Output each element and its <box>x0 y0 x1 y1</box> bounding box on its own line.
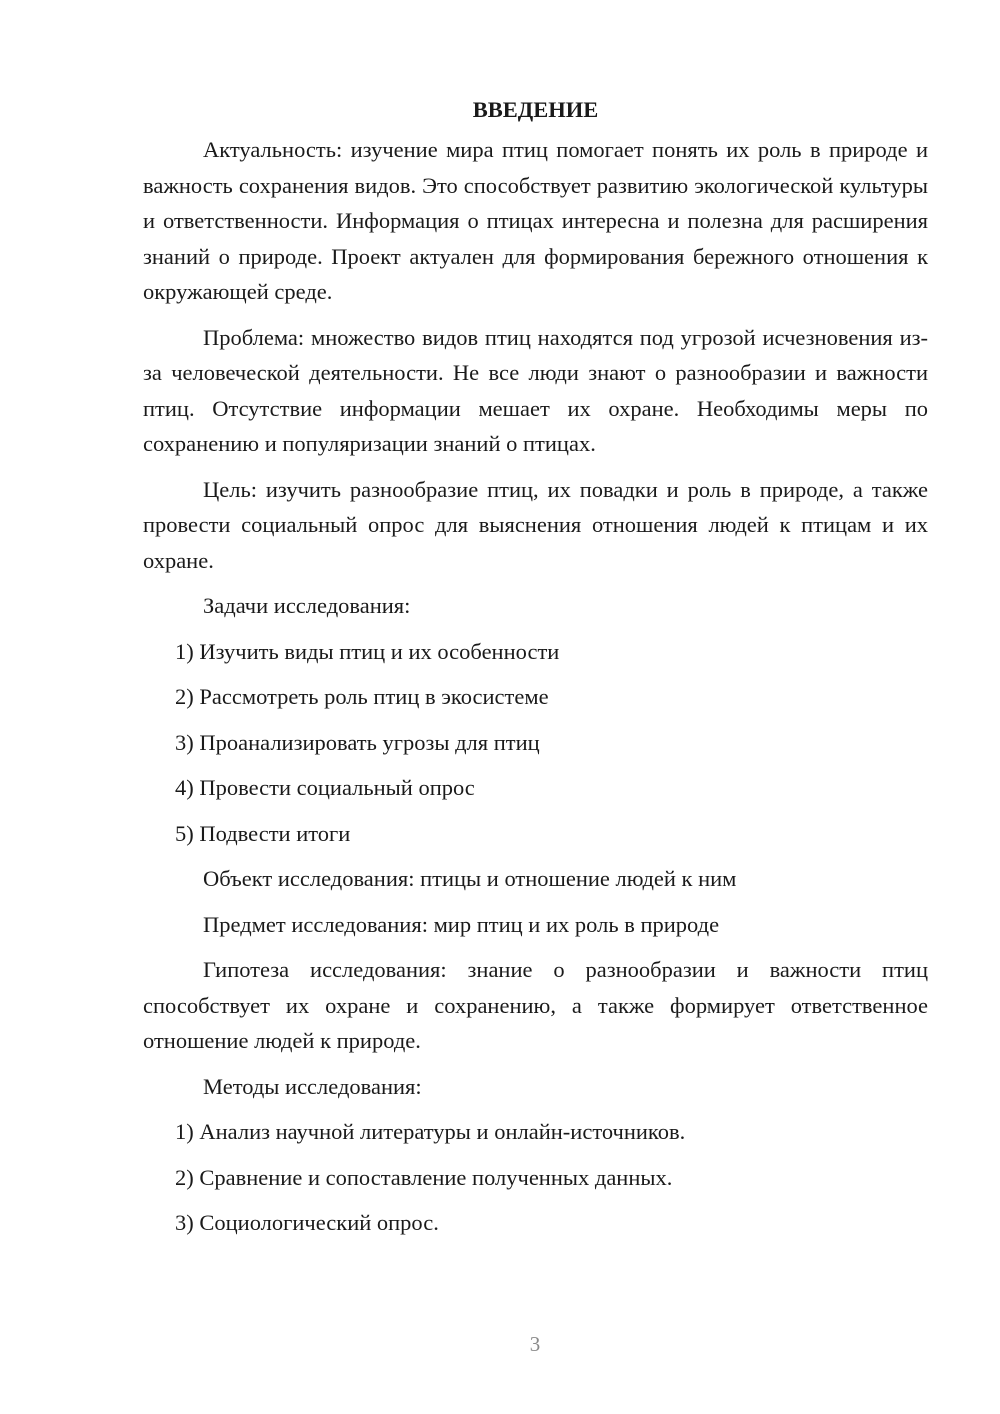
task-item: 3) Проанализировать угрозы для птиц <box>175 729 540 755</box>
hypothesis-paragraph: Гипотеза исследования: знание о разнообразии и важности птиц способствует их охране и сохранению, а также формирует ответственное отношение людей к природе. <box>143 957 928 1053</box>
document-page <box>143 92 928 1251</box>
task-item: 4) Провести социальный опрос <box>175 775 475 800</box>
page-number: 3 <box>529 1332 541 1356</box>
task-item: 5) Подвести итоги <box>175 820 351 846</box>
task-item: 1) Изучить виды птиц и их особенности <box>175 638 560 664</box>
goal-paragraph: Цель: изучить разнообразие птиц, их повадки и роль в природе, а также провести социальный опрос для выяснения отношения людей к птицам и их охране. <box>143 476 928 573</box>
relevance-paragraph: Актуальность: изучение мира птиц помогает понять их роль в природе и важность сохранения видов. Это способствует развитию экологической культуры и ответственности. Информация о птицах интересна и полезна для расширения знаний о природе. Проект актуален для формирования бережного отношения к окружающей среде. <box>143 137 928 304</box>
method-item: 2) Сравнение и сопоставление полученных данных. <box>175 1164 673 1190</box>
section-title: ВВЕДЕНИЕ <box>472 97 599 122</box>
problem-paragraph: Проблема: множество видов птиц находятся под угрозой исчезновения из-за человеческой деятельности. Не все люди знают о разнообразии и важности птиц. Отсутствие информации мешает их охране. Необходимы меры по сохранению и популяризации знаний о птицах. <box>143 324 928 456</box>
method-item: 3) Социологический опрос. <box>175 1210 439 1235</box>
research-object: Объект исследования: птицы и отношение людей к ним <box>203 866 737 891</box>
methods-heading: Методы исследования: <box>203 1073 422 1099</box>
method-item: 1) Анализ научной литературы и онлайн-источников. <box>175 1119 686 1144</box>
task-item: 2) Рассмотреть роль птиц в экосистеме <box>175 684 549 709</box>
tasks-heading: Задачи исследования: <box>203 593 411 618</box>
research-subject: Предмет исследования: мир птиц и их роль в природе <box>203 911 720 937</box>
